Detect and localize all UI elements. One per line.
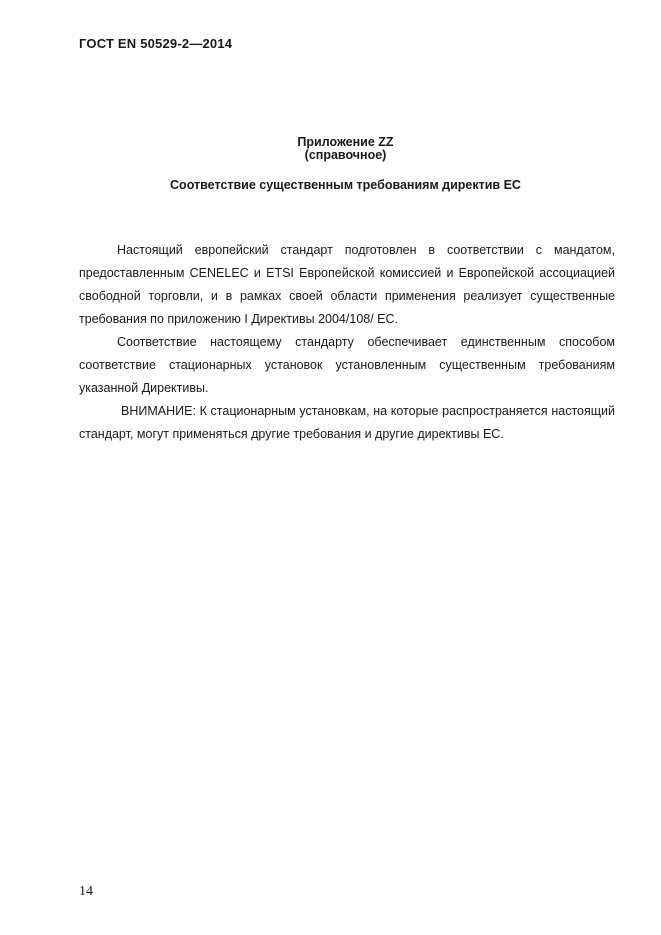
section-title: Соответствие существенным требованиям директив ЕС [170,178,521,192]
annex-title: Приложение ZZ [297,135,394,149]
annex-subtitle: (справочное) [304,148,387,162]
paragraph-1: Настоящий европейский стандарт подготовлен в соответствии с мандатом, предоставленным CENELEC и ETSI Европейской комиссией и Европейской ассоциацией свободной торговли, и в рамках своей области применения реализует существенные требования по приложению I Директивы 2004/108/ ЕС. [79,243,615,326]
paragraph-2: Соответствие настоящему стандарту обеспечивает единственным способом соответствие стационарных установок установленным существенным требованиям указанной Директивы. [79,335,615,395]
page-number: 14 [79,884,93,899]
paragraph-warning: ВНИМАНИЕ: К стационарным установкам, на которые распространяется настоящий стандарт, могут применяться другие требования и другие директивы ЕС. [79,404,615,441]
annex-heading [0,136,661,162]
body-text [79,239,615,446]
document-header: ГОСТ EN 50529-2—2014 [79,36,233,51]
